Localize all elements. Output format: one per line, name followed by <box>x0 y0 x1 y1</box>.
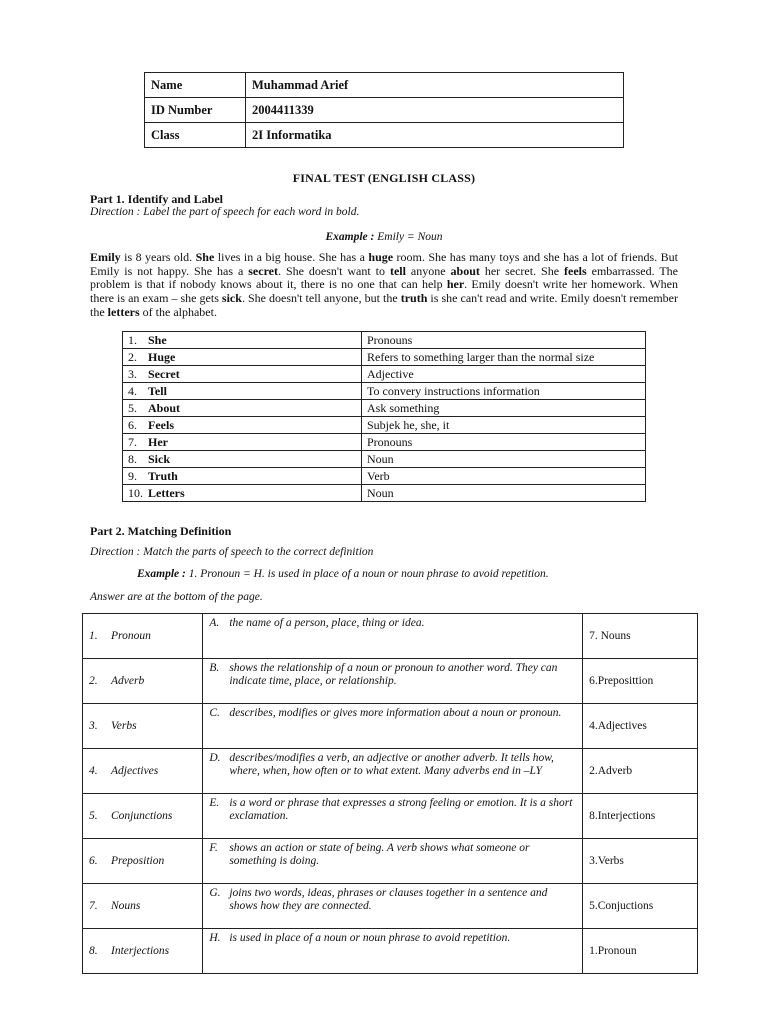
definition-letter: C. <box>209 707 220 719</box>
term-number: 7. <box>89 900 98 912</box>
term-number: 2. <box>89 675 98 687</box>
bold-word-label: Secret <box>148 366 180 381</box>
answer-cell: 5.Conjuctions <box>583 884 698 929</box>
definition-text: shows an action or state of being. A verb shows what someone or something is doing. <box>229 842 530 867</box>
definition-letter: G. <box>209 887 221 899</box>
part1-direction: Direction : Label the part of speech for each word in bold. <box>90 206 360 218</box>
page-title: FINAL TEST (ENGLISH CLASS) <box>292 171 476 185</box>
paragraph-text: . Emily doesn't write her homework. When there is an exam – she gets <box>90 277 679 306</box>
term-cell <box>83 749 203 794</box>
term-label: Pronoun <box>111 630 151 642</box>
part1-answer-table <box>122 331 646 502</box>
part2-example-text: 1. Pronoun = H. is used in place of a noun or noun phrase to avoid repetition. <box>188 568 549 580</box>
row-number: 1. <box>128 332 137 347</box>
info-label: ID Number <box>145 98 246 123</box>
word-cell <box>123 332 362 349</box>
answer-cell: 8.Interjections <box>583 794 698 839</box>
row-number: 7. <box>128 434 137 449</box>
definition-text: describes, modifies or gives more information about a noun or pronoun. <box>229 707 562 719</box>
table-row <box>123 451 646 468</box>
term-label: Adjectives <box>111 765 159 777</box>
part2-example <box>137 568 549 580</box>
term-label: Conjunctions <box>111 810 173 822</box>
bold-word-label: Her <box>148 434 168 449</box>
paragraph-text: lives in a big house. She has a <box>214 250 369 264</box>
part1-heading: Part 1. Identify and Label <box>90 192 224 206</box>
term-number: 4. <box>89 765 98 777</box>
matching-body <box>83 614 698 974</box>
row-number: 6. <box>128 417 137 432</box>
bold-word: secret <box>248 263 279 278</box>
definition-cell <box>203 704 583 749</box>
answer-cell: Pronouns <box>362 434 646 451</box>
answer-cell: 1.Pronoun <box>583 929 698 974</box>
definition-letter: D. <box>209 752 221 764</box>
definition-cell <box>203 614 583 659</box>
table-row <box>83 614 698 659</box>
table-row <box>123 417 646 434</box>
table-row <box>83 794 698 839</box>
word-cell <box>123 400 362 417</box>
bold-word-label: Truth <box>148 468 178 483</box>
paragraph-text: embarrassed. The problem is that if nobody knows about it, there is no one that can help <box>90 263 678 292</box>
matching-table <box>82 613 698 974</box>
bold-word-label: Sick <box>148 451 171 466</box>
definition-cell <box>203 884 583 929</box>
table-row <box>83 749 698 794</box>
info-row <box>145 98 624 123</box>
answer-cell: Noun <box>362 485 646 502</box>
bold-word-label: Huge <box>148 349 176 364</box>
bold-word: tell <box>389 263 406 278</box>
term-label: Nouns <box>111 900 141 912</box>
part1-example <box>0 231 768 243</box>
definition-cell <box>203 794 583 839</box>
bold-word: sick <box>221 291 242 306</box>
answer-cell: Refers to something larger than the normal size <box>362 349 646 366</box>
part2-heading: Part 2. Matching Definition <box>90 524 232 538</box>
term-cell <box>83 659 203 704</box>
row-number: 9. <box>128 468 137 483</box>
term-number: 8. <box>89 945 98 957</box>
answer-cell: 6.Preposittion <box>583 659 698 704</box>
definition-text: shows the relationship of a noun or pronoun to another word. They can indicate time, place, or relationship. <box>229 662 558 687</box>
table-row <box>83 704 698 749</box>
info-value: 2004411339 <box>246 98 624 123</box>
definition-cell <box>203 749 583 794</box>
term-label: Interjections <box>111 945 170 957</box>
definition-cell <box>203 929 583 974</box>
term-cell <box>83 704 203 749</box>
bold-word: huge <box>368 250 394 264</box>
definition-letter: A. <box>209 617 220 629</box>
definition-text: is a word or phrase that expresses a strong feeling or emotion. It is a short exclamation. <box>229 797 573 822</box>
bold-word: letters <box>107 304 140 319</box>
answer-cell: 2.Adverb <box>583 749 698 794</box>
bold-word: truth <box>400 291 428 306</box>
term-cell <box>83 614 203 659</box>
info-row <box>145 73 624 98</box>
definition-cell <box>203 839 583 884</box>
definition-text: is used in place of a noun or noun phrase to avoid repetition. <box>229 932 511 944</box>
definition-letter: B. <box>209 662 220 674</box>
definition-text: describes/modifies a verb, an adjective or another adverb. It tells how, where, when, how often or to what extent. Many adverbs end in –LY <box>229 752 554 777</box>
term-label: Preposition <box>111 855 165 867</box>
word-cell <box>123 468 362 485</box>
definition-letter: F. <box>209 842 218 854</box>
student-info-table <box>144 72 624 148</box>
word-cell <box>123 349 362 366</box>
term-cell <box>83 839 203 884</box>
paragraph-text: room. She has many toys and she has a lot of friends. But Emily is not happy. She has a <box>90 250 678 278</box>
story-paragraph <box>90 251 678 320</box>
row-number: 2. <box>128 349 137 364</box>
row-number: 3. <box>128 366 137 381</box>
answer-cell: 7. Nouns <box>583 614 698 659</box>
row-number: 8. <box>128 451 137 466</box>
row-number: 5. <box>128 400 137 415</box>
info-value: Muhammad Arief <box>246 73 624 98</box>
paragraph-text: of the alphabet. <box>139 304 217 319</box>
answer-cell: 4.Adjectives <box>583 704 698 749</box>
info-value: 2I Informatika <box>246 123 624 148</box>
word-cell <box>123 434 362 451</box>
part2-note: Answer are at the bottom of the page. <box>90 591 263 603</box>
table-row <box>83 839 698 884</box>
paragraph-text: is 8 years old. <box>120 250 196 264</box>
definition-text: joins two words, ideas, phrases or clauses together in a sentence and shows how they are connected. <box>229 887 548 912</box>
term-number: 6. <box>89 855 98 867</box>
row-number: 4. <box>128 383 137 398</box>
table-row <box>123 434 646 451</box>
answer-cell: Subjek he, she, it <box>362 417 646 434</box>
bold-word-label: About <box>148 400 181 415</box>
term-cell <box>83 929 203 974</box>
table-row <box>83 659 698 704</box>
answer-cell: Verb <box>362 468 646 485</box>
bold-word: Emily <box>90 250 121 264</box>
bold-word: about <box>450 263 480 278</box>
table-row <box>123 468 646 485</box>
table-row <box>123 383 646 400</box>
table-row <box>83 884 698 929</box>
part1-example-label: Example : <box>325 231 375 243</box>
table-row <box>123 366 646 383</box>
word-cell <box>123 366 362 383</box>
paragraph-text: . She doesn't tell anyone, but the <box>241 291 401 306</box>
bold-word-label: She <box>148 332 167 347</box>
info-label: Name <box>145 73 246 98</box>
student-info-body <box>145 73 624 148</box>
paragraph-text: . She doesn't want to <box>278 263 390 278</box>
paragraph-text: anyone <box>405 263 451 278</box>
bold-word-label: Tell <box>148 383 167 398</box>
term-cell <box>83 794 203 839</box>
definition-letter: E. <box>209 797 220 809</box>
definition-text: the name of a person, place, thing or idea. <box>229 617 425 629</box>
word-cell <box>123 383 362 400</box>
definition-cell <box>203 659 583 704</box>
term-number: 3. <box>89 720 98 732</box>
bold-word: her <box>446 277 465 292</box>
term-number: 5. <box>89 810 98 822</box>
answer-cell: Adjective <box>362 366 646 383</box>
word-cell <box>123 451 362 468</box>
paragraph-text: her secret. She <box>479 263 565 278</box>
term-label: Adverb <box>111 675 145 687</box>
info-label: Class <box>145 123 246 148</box>
term-cell <box>83 884 203 929</box>
part2-example-label: Example : <box>137 568 186 580</box>
bold-word: She <box>195 250 215 264</box>
answer-cell: Noun <box>362 451 646 468</box>
bold-word-label: Feels <box>148 417 174 432</box>
term-number: 1. <box>89 630 98 642</box>
bold-word-label: Letters <box>148 485 185 500</box>
table-row <box>123 349 646 366</box>
answer-cell: 3.Verbs <box>583 839 698 884</box>
table-row <box>123 485 646 502</box>
table-row <box>123 332 646 349</box>
bold-word: feels <box>564 263 587 278</box>
table-row <box>123 400 646 417</box>
info-row <box>145 123 624 148</box>
part1-answer-body <box>123 332 646 502</box>
word-cell <box>123 485 362 502</box>
term-label: Verbs <box>111 720 137 732</box>
answer-cell: Ask something <box>362 400 646 417</box>
word-cell <box>123 417 362 434</box>
part1-example-text: Emily = Noun <box>377 231 443 243</box>
answer-cell: Pronouns <box>362 332 646 349</box>
part2-direction: Direction : Match the parts of speech to the correct definition <box>90 546 374 558</box>
answer-cell: To convery instructions information <box>362 383 646 400</box>
table-row <box>83 929 698 974</box>
paragraph-text: is she can't read and write. Emily doesn't remember the <box>90 291 678 319</box>
row-number: 10. <box>128 485 143 500</box>
definition-letter: H. <box>209 932 221 944</box>
